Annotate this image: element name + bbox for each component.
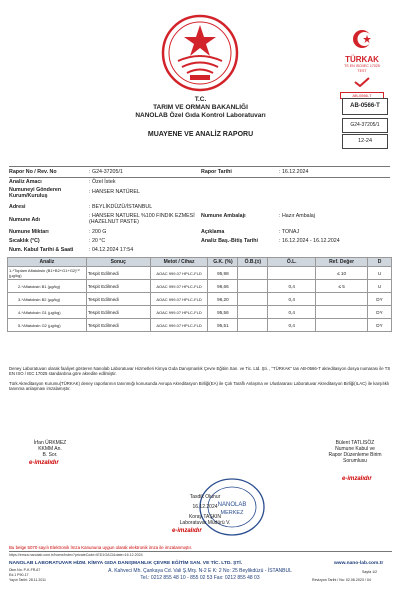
table-header-row <box>8 258 392 267</box>
analysis-cell: 4-*Aflatoksin G1 (µg/kg) <box>8 306 87 319</box>
reference-cell <box>316 319 368 332</box>
turkak-label: TÜRKAK <box>345 55 379 64</box>
info-value-2: : 16.12.2024 - 16.12.2024 <box>279 238 340 244</box>
footer-company: NANOLAB LABORATUVAR HİZM. KİMYA GIDA DANIŞMANLIK ÇEVRE EĞİTİM SAN. VE TİC. LTD. ŞTİ. <box>9 561 243 566</box>
method-cell: AOAC 999.07 HPLC-FLD <box>150 280 208 293</box>
footer-edition: Ed.1 P90-17 <box>9 573 29 577</box>
info-value: : 20 °C <box>89 238 106 244</box>
table-row <box>8 280 392 293</box>
left-esign: e-imzalıdır <box>29 460 59 466</box>
center-signatory-title: Laboratuvar Müdürü V. <box>179 520 231 526</box>
table-row <box>8 267 392 280</box>
recovery-cell: 95,56 <box>208 306 238 319</box>
info-label: Numuneyi Gönderen Kurum/Kuruluş <box>9 187 62 199</box>
approval-label: Tasdik Olunur <box>189 494 221 500</box>
checkmark-icon <box>340 77 384 87</box>
footer-website[interactable]: www.nano-lab.com.tr <box>334 561 384 566</box>
column-header: D <box>368 258 392 267</box>
loq-cell <box>268 267 316 280</box>
report-number: G24-37205/1 <box>350 122 380 128</box>
info-value: : Özel İstek <box>89 179 116 185</box>
method-cell: AOAC 999.07 HPLC-FLD <box>150 306 208 319</box>
info-divider <box>9 177 390 178</box>
recovery-cell: 95,98 <box>208 267 238 280</box>
stamp-text-bottom: MERKEZ <box>220 510 244 516</box>
column-header: Ö.L. <box>268 258 316 267</box>
analysis-cell: 3-*Aflatoksin B2 (µg/kg) <box>8 293 87 306</box>
decision-cell: DY <box>368 306 392 319</box>
decision-cell: DY <box>368 293 392 306</box>
left-signatory-title-2: B. Sor. <box>42 452 58 458</box>
recovery-cell: 95,51 <box>208 319 238 332</box>
right-signatory-title-2: Rapor Düzenleme Birim <box>328 452 382 458</box>
left-signatory-name: İrfan ÜRKMEZ <box>33 440 67 446</box>
method-cell: AOAC 999.07 HPLC-FLD <box>150 293 208 306</box>
left-signatory-title: KKMM An. <box>38 446 62 452</box>
column-header: Sonuç <box>86 258 150 267</box>
right-signatory-name: Bülent TATLISÖZ <box>335 440 375 446</box>
ministry-logo-icon <box>160 13 240 93</box>
accreditation-box <box>342 98 388 115</box>
footer-address: A. Kahveci Mh. Çankaya Cd. Vali Ş.Mrş. N-2 E K: 2 No: 25 Beylikdüzü - İSTANBUL <box>108 568 292 574</box>
header-tc: T.C. <box>194 96 207 103</box>
table-row <box>8 306 392 319</box>
column-header: Metot / Cihaz <box>150 258 208 267</box>
reference-cell: ≤ 5 <box>316 280 368 293</box>
footer-page: Sayfa 1/2 <box>362 570 378 574</box>
column-header: G.K. (%) <box>208 258 238 267</box>
info-label: Numune Adı <box>9 217 40 223</box>
info-label-2: Analiz Baş.-Bitiş Tarihi <box>201 238 259 244</box>
info-value: : BEYLİKDÜZÜ/İSTANBUL <box>89 204 153 210</box>
info-label: Num. Kabul Tarihi & Saati <box>9 247 74 253</box>
info-value-2: : 16.12.2024 <box>279 169 309 175</box>
method-cell: AOAC 999.07 HPLC-FLD <box>150 267 208 280</box>
result-cell: Tespit Edilmedi <box>86 293 150 306</box>
info-value-2: : TONAJ <box>279 229 300 235</box>
column-header: Analiz <box>8 258 87 267</box>
stamp-text-top: NANOLAB <box>217 502 247 508</box>
info-value: : 200 G <box>89 229 107 235</box>
esign-notice: Bu belge 5070 sayılı Elektronik İmza Kanununa uygun olarak elektronik imza ile imzalanmıştır. <box>9 545 193 550</box>
uncertainty-cell <box>238 293 268 306</box>
info-label-2: Açıklama <box>201 229 225 235</box>
reference-cell <box>316 306 368 319</box>
report-title: MUAYENE VE ANALİZ RAPORU <box>147 131 254 138</box>
turkak-standard: TS EN ISO/IEC 17025 <box>344 64 380 68</box>
result-cell: Tespit Edilmedi <box>86 280 150 293</box>
approval-date: 16.12.2024 <box>192 504 218 510</box>
info-value: : G24-37205/1 <box>89 169 123 175</box>
info-label: Adresi <box>9 204 26 210</box>
right-esign: e-imzalıdır <box>342 476 372 482</box>
uncertainty-cell <box>238 319 268 332</box>
turkak-logo <box>340 28 384 98</box>
recovery-cell: 96,66 <box>208 280 238 293</box>
info-value: : HANSER NATUREL %100 FINDIK EZMESİ (HAZELNUT PASTE) <box>89 213 195 225</box>
uncertainty-cell <box>238 280 268 293</box>
loq-cell: 0,4 <box>268 293 316 306</box>
turkak-code: AB-0566-T <box>340 92 384 99</box>
center-esign: e-imzalıdır <box>172 528 202 534</box>
info-label: Analiz Amacı <box>9 179 42 185</box>
info-divider-top <box>9 166 390 167</box>
right-signatory <box>320 440 390 464</box>
recognition-note: Türk Akreditasyon Kurumu(TÜRKAK) deney raporlarının tanınmığı konusunda Avrupa Akreditasyon Birliği(EA) ile Çok Taraflı Anlaşma ve Uluslararası Laboratuvar Akreditasyon Birliği(ILAC) ile karşılıklı tanınma anlaşması imzalamıştır. <box>9 381 390 392</box>
accreditation-code: AB-0566-T <box>350 103 380 109</box>
analysis-cell: 5-*Aflatoksin G2 (µg/kg) <box>8 319 87 332</box>
decision-cell: U <box>368 267 392 280</box>
turkak-test: TEST <box>357 69 367 73</box>
left-signatory <box>20 440 80 458</box>
accreditation-note: Deney Laboratuvarı olarak faaliyet gösteren Nanolab Laboratuvar Hizmetleri Kimya Gıda Danışmanlık Çevre Eğitim San. ve Tic. Ltd. Şti. , "TÜRKAK" tan AB-0566-T akreditasyon dosya numarası ile TS EN ISO / IEC 17025 standardına göre akredite edilmiştir. <box>9 366 391 377</box>
info-label-2: Rapor Tarihi <box>201 169 232 175</box>
center-signatory <box>170 494 240 526</box>
info-label-2: Numune Ambalajı <box>201 213 246 219</box>
footer-phones: Tel.: 0212 855 48 10 - 855 02 53 Fax: 0212 855 48 03 <box>140 575 260 581</box>
verify-link[interactable]: https://emza.nanolab.com.tr/home/index?privateCode=IED1GACI&date=16.12.2024 <box>9 553 143 557</box>
report-number-box <box>342 118 388 133</box>
decision-cell: U <box>368 280 392 293</box>
loq-cell: 0,4 <box>268 319 316 332</box>
center-signatory-name: Koray TAŞKIN <box>188 514 222 520</box>
decision-cell: DY <box>368 319 392 332</box>
info-value: : HANSER NATÜREL <box>89 189 140 195</box>
header-ministry: TARIM VE ORMAN BAKANLIĞI <box>153 104 248 111</box>
info-label: Rapor No / Rev. No <box>9 169 57 175</box>
info-label: Numune Miktarı <box>9 229 49 235</box>
info-value-2: : Hazır Ambalaj <box>279 213 315 219</box>
loq-cell: 0,4 <box>268 306 316 319</box>
result-cell: Tespit Edilmedi <box>86 306 150 319</box>
header-lab-name: NANOLAB Özel Gıda Kontrol Laboratuvarı <box>135 112 266 119</box>
info-value: : 04.12.2024 17:54 <box>89 247 134 253</box>
uncertainty-cell <box>238 267 268 280</box>
analysis-cell: 1-*Toplam Aflatoksin (B1+B2+G1+G2)⁽¹⁾ (µg/kg) <box>8 267 87 280</box>
loq-cell: 0,4 <box>268 280 316 293</box>
footer-revision: Revizyon Tarihi / No: 02.06.2023 / 04 <box>312 578 371 582</box>
table-row <box>8 293 392 306</box>
reference-cell <box>316 293 368 306</box>
results-table <box>7 257 392 332</box>
footer-form-no: Dkm.No: P-K-FR-67 <box>9 568 41 572</box>
period-box <box>342 134 388 149</box>
analysis-cell: 2-*Aflatoksin B1 (µg/kg) <box>8 280 87 293</box>
method-cell: AOAC 999.07 HPLC-FLD <box>150 319 208 332</box>
turkak-crescent-icon <box>340 28 384 50</box>
footer-divider <box>9 551 392 552</box>
recovery-cell: 96,20 <box>208 293 238 306</box>
uncertainty-cell <box>238 306 268 319</box>
right-signatory-title: Numune Kabul ve <box>335 446 375 452</box>
table-row <box>8 319 392 332</box>
info-label: Sıcaklık (°C) <box>9 238 40 244</box>
column-header: Ref. Değer <box>316 258 368 267</box>
reference-cell: ≤ 10 <box>316 267 368 280</box>
result-cell: Tespit Edilmedi <box>86 267 150 280</box>
right-signatory-title-3: Sorumlusu <box>343 458 367 464</box>
period: 12-24 <box>357 138 373 144</box>
result-cell: Tespit Edilmedi <box>86 319 150 332</box>
column-header: Ö.B.(±) <box>238 258 268 267</box>
footer-publish-date: Yayın Tarihi: 28.11.2011 <box>9 578 46 582</box>
